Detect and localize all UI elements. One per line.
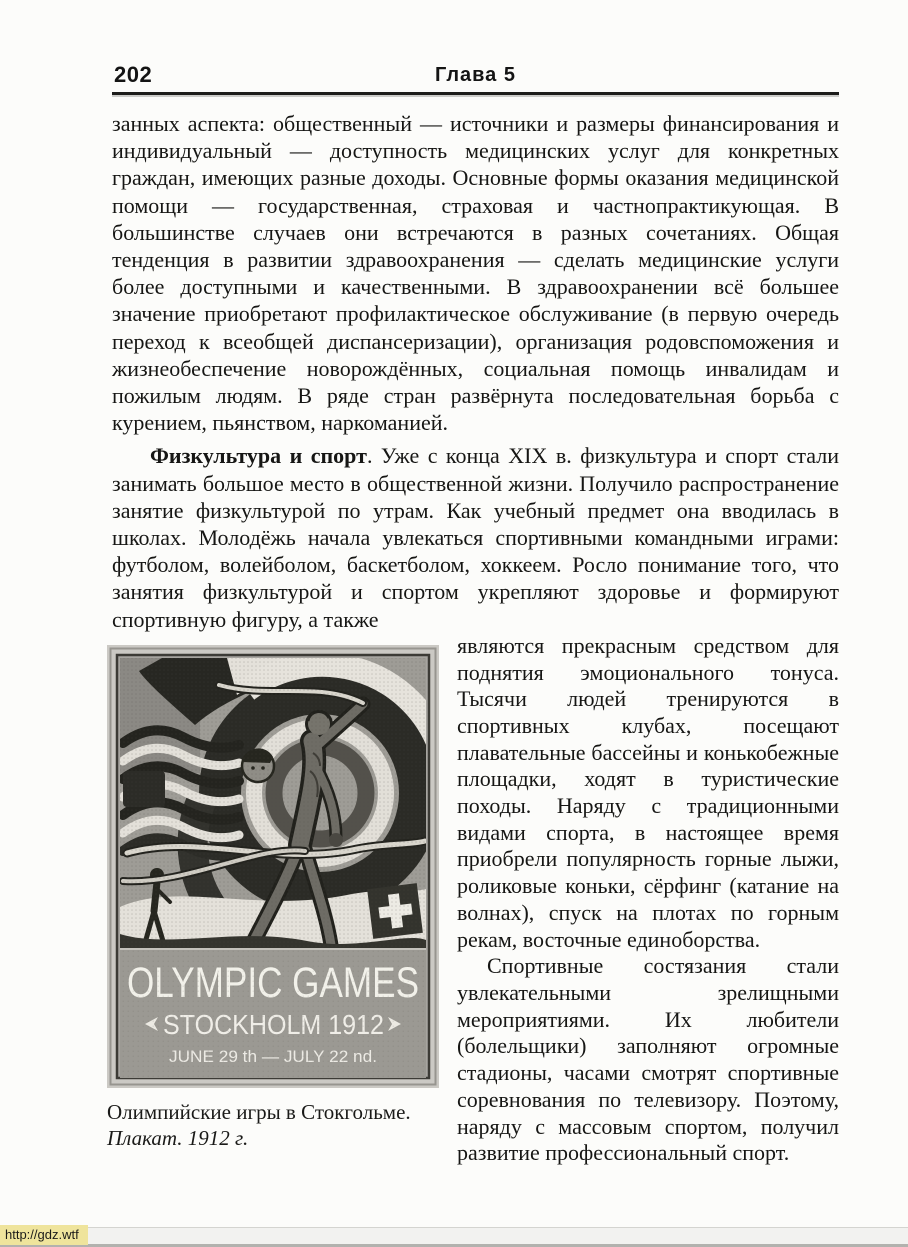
- page-number: 202: [114, 62, 153, 87]
- paragraph-sport-intro: [112, 442, 839, 632]
- page-content: [107, 62, 839, 1167]
- paragraph-competitions: Спортивные состязания стали увлекательными зрелищными мероприятиями. Их любители (болельщики) заполняют огромные стадионы, часами смотрят спортивные соревнования по телевизору. Поэтому, наряду с массовым спортом, получил развитие профессиональный спорт.: [457, 953, 839, 1166]
- chapter-header: Глава 5: [434, 64, 516, 86]
- wrapped-text-column: [457, 633, 839, 1167]
- caption-line-1: Олимпийские игры в Стокгольме.: [107, 1099, 411, 1124]
- figure-and-text-row: [107, 632, 839, 1167]
- poster-text-panel: [120, 948, 426, 1078]
- olympic-poster-image: [107, 645, 439, 1088]
- olympic-poster-figure: [107, 645, 439, 1151]
- paragraph-sport-intro-rest: . Уже с конца XIX в. физкультура и спорт стали занимать большое место в общественной жизни. Получило распространение занятие физкультурой по утрам. Как учебный предмет она вводилась в школах. Молодёжь начала увлекаться спортивными командными играми: футболом, волейболом, баскетболом, хоккеем. Росло понимание того, что занятия физкультурой и спортом укрепляют здоровье и формируют спортивную фигуру, а также: [112, 443, 839, 632]
- paragraph-healthcare: занных аспекта: общественный — источники и размеры финансирования и индивидуальный — доступность медицинских услуг для конкретных граждан, имеющих разные доходы. Основные формы оказания медицинской помощи — государственная, страховая и частнопрактикующая. В большинстве случаев они встречаются в разных сочетаниях. Общая тенденция в развитии здравоохранения — сделать медицинские услуги более доступными и качественными. В здравоохранении всё большее значение приобретают профилактическое обслуживание (в первую очередь переход к всеобщей диспансеризации), организация родовспоможения и жизнеобеспечение новорождённых, социальная помощь инвалидам и пожилым людям. В ряде стран развёрнута последовательная борьба с курением, пьянством, наркоманией.: [112, 111, 839, 436]
- figure-caption: [107, 1099, 439, 1151]
- paragraph-lead-bold: Физкультура и спорт: [150, 443, 367, 469]
- poster-artwork: [120, 658, 437, 948]
- paragraph-sport-continued: являются прекрасным средством для поднятия эмоционального тонуса. Тысячи людей тренируются в спортивных клубах, посещают плавательные бассейны и конькобежные площадки, ходят в туристические походы. Наряду с традиционными видами спорта, в настоящее время приобрели популярность горные лыжи, роликовые коньки, сёрфинг (катание на волнах), спуск на плотах по горным рекам, восточные единоборства.: [457, 632, 839, 952]
- caption-line-2: Плакат. 1912 г.: [107, 1125, 249, 1150]
- header-rule: [112, 92, 839, 95]
- watermark-url: http://gdz.wtf: [0, 1225, 88, 1245]
- page-header: [112, 62, 839, 92]
- scan-bottom-edge: [0, 1227, 908, 1247]
